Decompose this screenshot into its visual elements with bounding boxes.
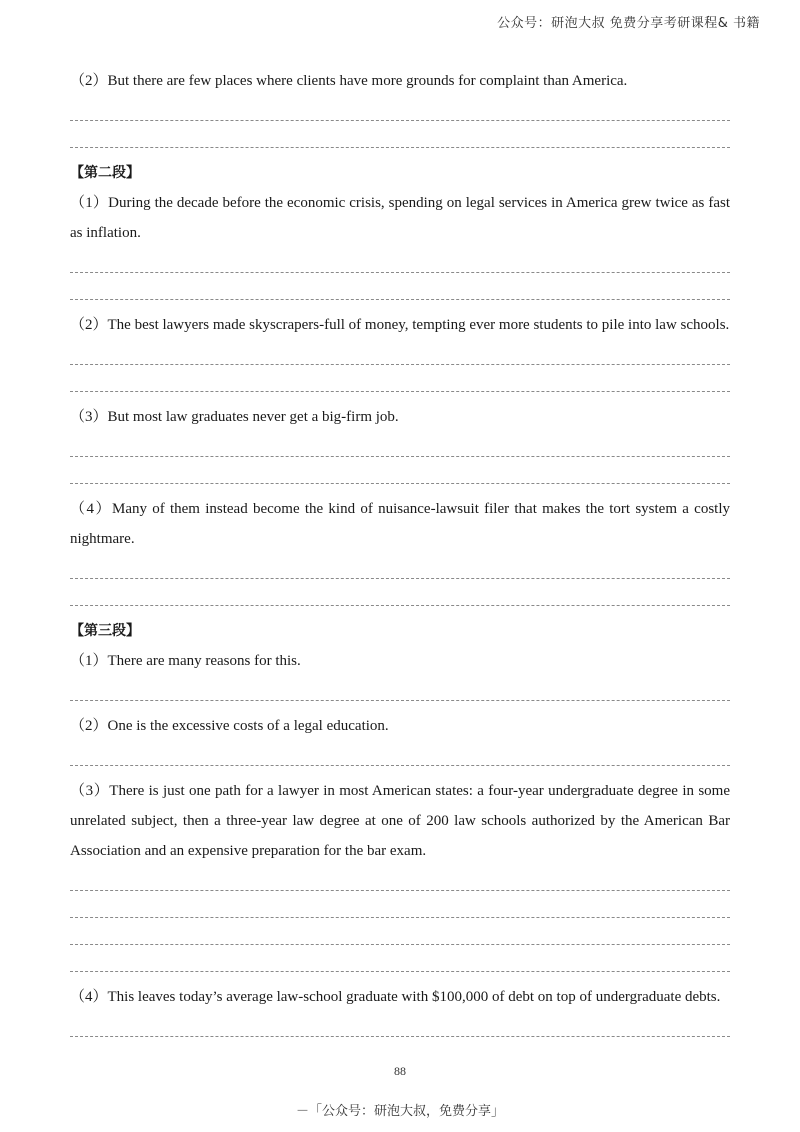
answer-line[interactable] (70, 365, 730, 392)
answer-line[interactable] (70, 273, 730, 300)
page-header: 公众号：研泡大叔 免费分享考研课程& 书籍 (497, 16, 760, 31)
answer-line[interactable] (70, 432, 730, 457)
answer-line[interactable] (70, 96, 730, 121)
answer-line[interactable] (70, 866, 730, 891)
sentence: （4）This leaves today’s average law-school graduate with $100,000 of debt on top of undergraduate debts. (70, 989, 721, 1005)
answer-line[interactable] (70, 676, 730, 701)
page-number: 88 (394, 1064, 406, 1078)
answer-line[interactable] (70, 741, 730, 766)
answer-line[interactable] (70, 554, 730, 579)
answer-line[interactable] (70, 945, 730, 972)
sentence: （2）The best lawyers made skyscrapers-full of money, tempting ever more students to pile into law schools. (70, 317, 730, 333)
answer-line[interactable] (70, 121, 730, 148)
sentence: （3）But most law graduates never get a big-firm job. (70, 409, 399, 425)
answer-line[interactable] (70, 340, 730, 365)
answer-line[interactable] (70, 248, 730, 273)
section-title-paragraph-3: 【第三段】 (70, 623, 140, 639)
answer-line[interactable] (70, 457, 730, 484)
section-title-paragraph-2: 【第二段】 (70, 165, 140, 181)
sentence: （1）There are many reasons for this. (70, 653, 301, 669)
sentence: （2）But there are few places where clients have more grounds for complaint than America. (70, 73, 628, 89)
page-content (70, 66, 730, 1037)
answer-line[interactable] (70, 1012, 730, 1037)
sentence: （2）One is the excessive costs of a legal education. (70, 718, 389, 734)
answer-line[interactable] (70, 579, 730, 606)
sentence: （3）There is just one path for a lawyer in most American states: a four-year undergraduate degree in some unrelated subject, then a three-year law degree at one of 200 law schools authorized by the American Bar Association and an expensive preparation for the bar exam. (70, 783, 730, 859)
sentence: （1）During the decade before the economic crisis, spending on legal services in America grew twice as fast as inflation. (70, 195, 730, 241)
page-footer: －「公众号：研泡大叔，免费分享」 (295, 1104, 504, 1119)
answer-line[interactable] (70, 891, 730, 918)
sentence: （4）Many of them instead become the kind of nuisance-lawsuit filer that makes the tort system a costly nightmare. (70, 501, 730, 547)
answer-line[interactable] (70, 918, 730, 945)
